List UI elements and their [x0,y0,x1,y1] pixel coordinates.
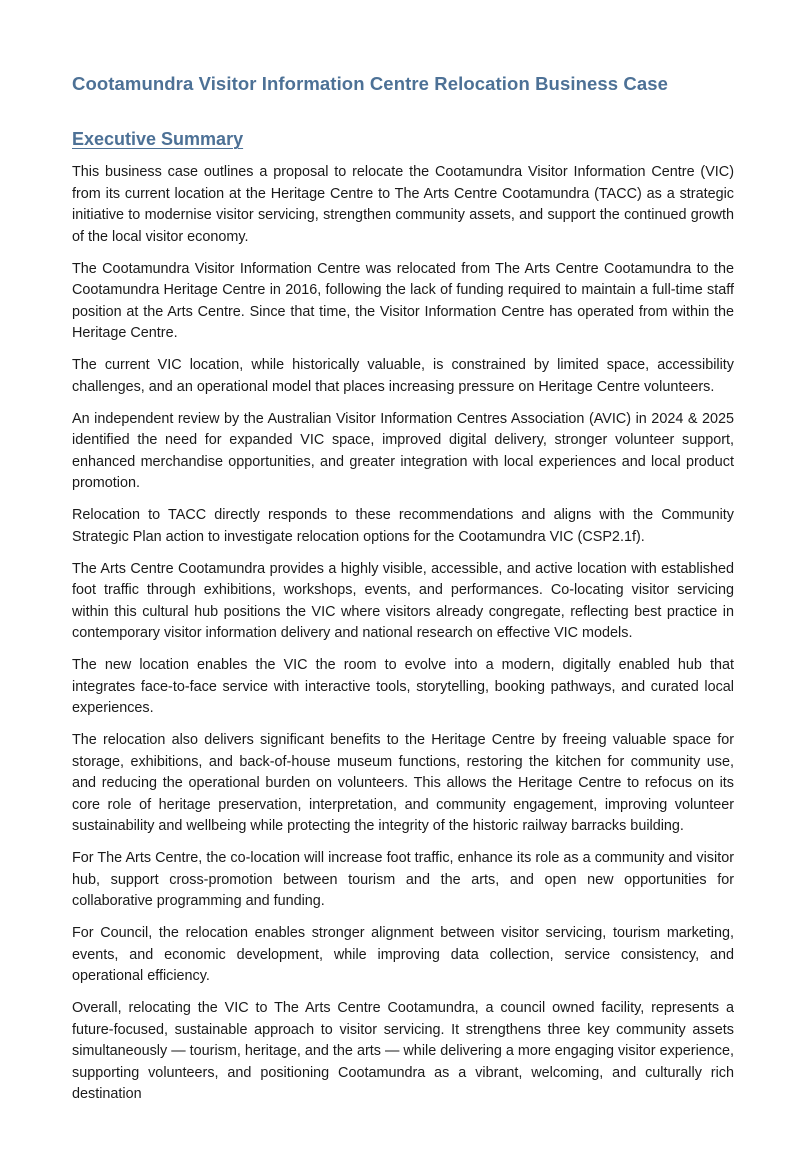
paragraph: An independent review by the Australian Visitor Information Centres Association (AVIC) in 2024 & 2025 identified the need for expanded VIC space, improved digital delivery, stronger volunteer support, enhanced merchandise opportunities, and greater integration with local experiences and local product promotion. [72,410,734,491]
executive-summary-body [72,162,734,1106]
paragraph: The new location enables the VIC the room to evolve into a modern, digitally enabled hub that integrates face-to-face service with interactive tools, storytelling, booking pathways, and curated local experiences. [72,657,734,716]
paragraph: For The Arts Centre, the co-location will increase foot traffic, enhance its role as a community and visitor hub, support cross-promotion between tourism and the arts, and open new opportunities for collaborative programming and funding. [72,850,734,909]
section-heading-executive-summary: Executive Summary [72,129,244,149]
paragraph: For Council, the relocation enables stronger alignment between visitor servicing, tourism marketing, events, and economic development, while improving data collection, service consistency, and operational efficiency. [72,925,734,984]
paragraph: Overall, relocating the VIC to The Arts Centre Cootamundra, a council owned facility, represents a future-focused, sustainable approach to visitor servicing. It strengthens three key community assets simultaneously — tourism, heritage, and the arts — while delivering a more engaging visitor experience, supporting volunteers, and positioning Cootamundra as a vibrant, welcoming, and culturally rich destination [72,1000,734,1102]
paragraph: The current VIC location, while historically valuable, is constrained by limited space, accessibility challenges, and an operational model that places increasing pressure on Heritage Centre volunteers. [72,357,734,395]
paragraph: The Cootamundra Visitor Information Centre was relocated from The Arts Centre Cootamundra to the Cootamundra Heritage Centre in 2016, following the lack of funding required to maintain a full-time staff position at the Arts Centre. Since that time, the Visitor Information Centre has operated from within the Heritage Centre. [72,260,734,341]
document-page [72,70,734,1116]
paragraph: The relocation also delivers significant benefits to the Heritage Centre by freeing valuable space for storage, exhibitions, and back-of-house museum functions, restoring the kitchen for community use, and reducing the operational burden on volunteers. This allows the Heritage Centre to refocus on its core role of heritage preservation, interpretation, and community engagement, improving volunteer sustainability and wellbeing while protecting the integrity of the historic railway barracks building. [72,732,734,834]
document-title: Cootamundra Visitor Information Centre Relocation Business Case [72,73,669,94]
paragraph: Relocation to TACC directly responds to these recommendations and aligns with the Community Strategic Plan action to investigate relocation options for the Cootamundra VIC (CSP2.1f). [72,507,734,545]
paragraph: The Arts Centre Cootamundra provides a highly visible, accessible, and active location with established foot traffic through exhibitions, workshops, events, and performances. Co-locating visitor servicing within this cultural hub positions the VIC where visitors already congregate, reflecting best practice in contemporary visitor information delivery and national research on effective VIC models. [72,560,734,641]
paragraph: This business case outlines a proposal to relocate the Cootamundra Visitor Information Centre (VIC) from its current location at the Heritage Centre to The Arts Centre Cootamundra (TACC) as a strategic initiative to modernise visitor servicing, strengthen community assets, and support the continued growth of the local visitor economy. [72,164,734,245]
